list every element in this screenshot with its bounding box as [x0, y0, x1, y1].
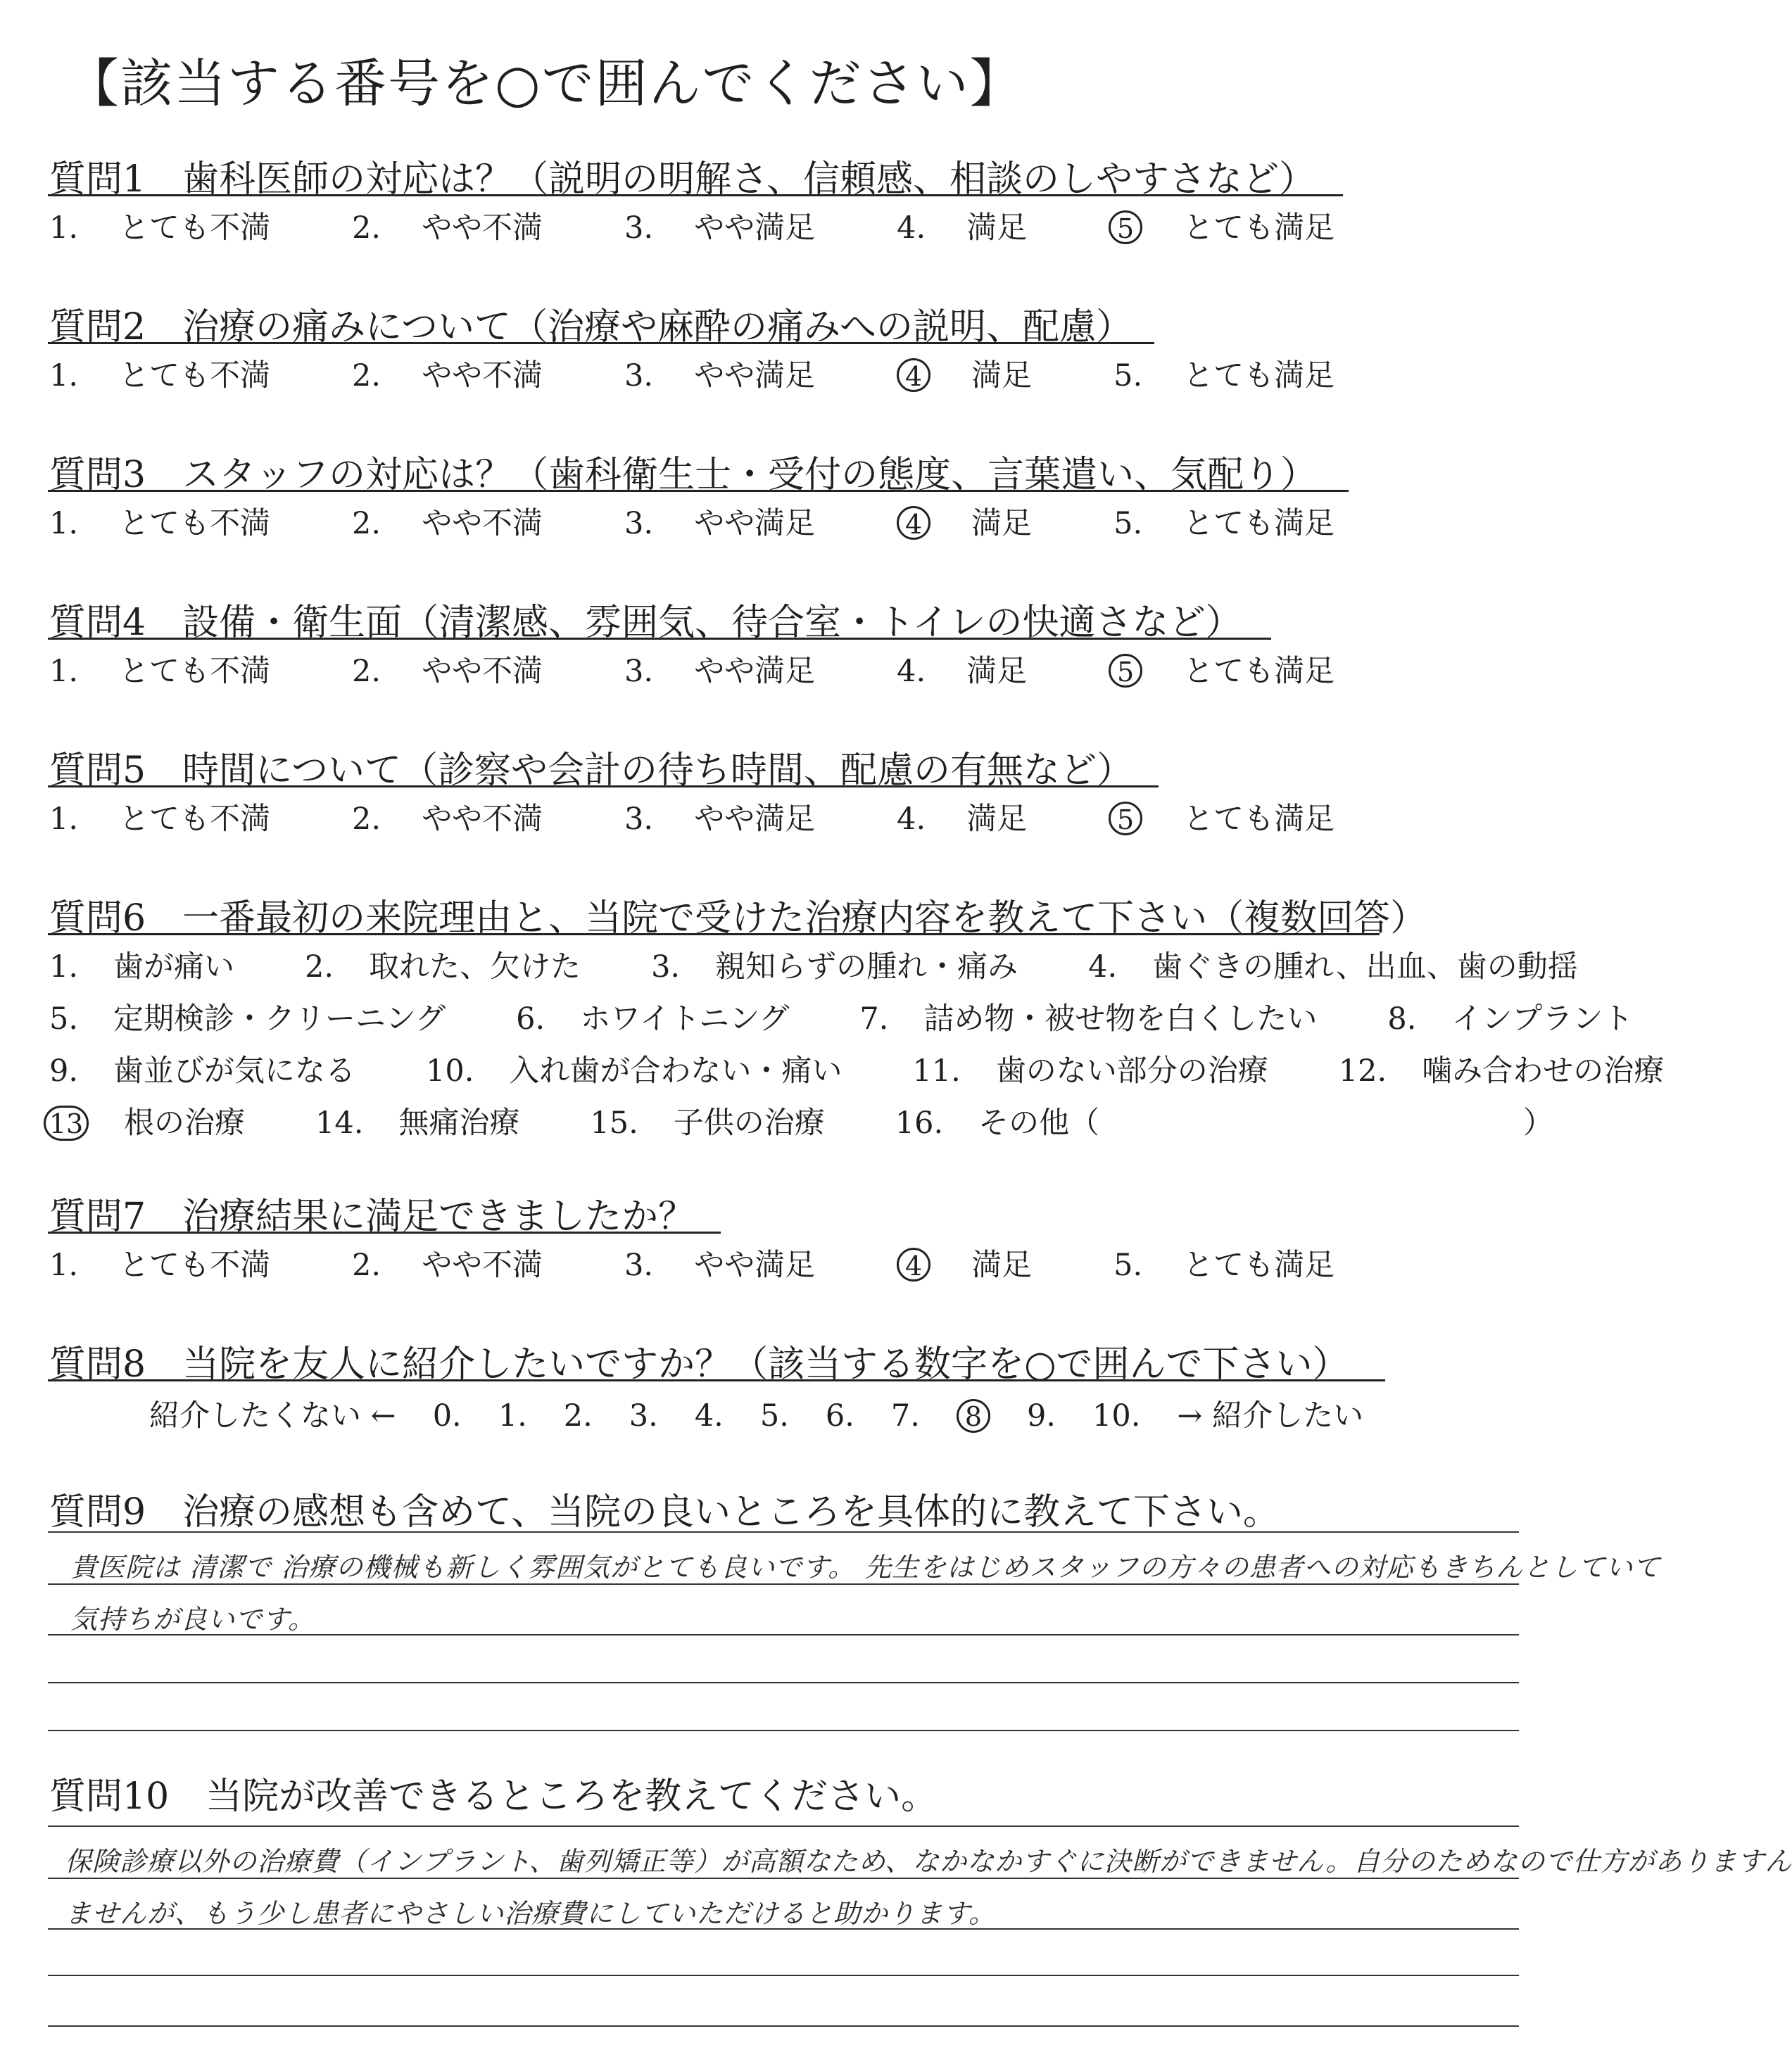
option-number: 15.: [590, 1106, 638, 1141]
selected-circle-mark: 4: [897, 358, 930, 392]
option-number: 2.: [352, 654, 381, 689]
option-5[interactable]: [1113, 500, 1375, 543]
option-2[interactable]: [352, 352, 583, 395]
option-5[interactable]: [1109, 204, 1375, 247]
answer-line: [48, 2025, 1519, 2027]
answer-line: [48, 1682, 1519, 1683]
q6-option-9[interactable]: [49, 1047, 391, 1090]
option-label: とても満足: [1183, 802, 1335, 837]
option-label: やや不満: [422, 802, 543, 837]
question-6-row-2[interactable]: [49, 995, 1703, 1038]
question-4-title: 質問4 設備・衛生面（清潔感、雰囲気、待合室・トイレの快適さなど）: [49, 602, 1242, 644]
option-label: やや不満: [422, 506, 543, 541]
question-5-options[interactable]: [49, 795, 1416, 838]
option-4[interactable]: [897, 204, 1068, 247]
option-3[interactable]: [624, 204, 856, 247]
question-6-title: 質問6 一番最初の来院理由と、当院で受けた治療内容を教えて下さい（複数回答）: [49, 897, 1427, 939]
question-1-underline: [48, 194, 1343, 196]
option-label: やや満足: [694, 802, 816, 837]
option-label: 満足: [966, 654, 1028, 689]
option-number: 9.: [49, 1054, 79, 1089]
selected-circle-mark[interactable]: 8: [957, 1399, 990, 1433]
option-label: ホワイトニング: [580, 1001, 790, 1037]
answer-line: [48, 1826, 1519, 1827]
option-label: 噛み合わせの治療: [1422, 1054, 1665, 1089]
option-label: やや満足: [694, 358, 816, 393]
question-3-options[interactable]: [49, 500, 1416, 543]
q6-option-7[interactable]: [859, 995, 1352, 1038]
option-number: 1.: [49, 1248, 79, 1283]
question-8-underline: [48, 1379, 1385, 1381]
option-label: とても不満: [119, 654, 271, 689]
option-number: 2.: [352, 802, 381, 837]
option-label: やや不満: [422, 1248, 543, 1283]
question-2-title: 質問2 治療の痛みについて（治療や麻酔の痛みへの説明、配慮）: [49, 306, 1133, 348]
answer-line: [48, 1531, 1519, 1533]
option-label: とても満足: [1183, 654, 1335, 689]
option-label: 満足: [966, 802, 1028, 837]
option-1[interactable]: [49, 204, 311, 247]
option-4[interactable]: [897, 1241, 1073, 1284]
option-label: 無痛治療: [398, 1106, 520, 1141]
option-3[interactable]: [624, 795, 856, 838]
scale-left-label: 紹介したくない ←: [149, 1398, 396, 1434]
option-label: とても不満: [119, 506, 271, 541]
scale-number[interactable]: 5.: [759, 1398, 789, 1434]
option-1[interactable]: [49, 647, 311, 690]
option-number: 8.: [1387, 1001, 1417, 1037]
answer-line: [48, 1634, 1519, 1635]
answer-line: [48, 1928, 1519, 1930]
option-label: やや不満: [422, 358, 543, 393]
question-6-underline: [48, 933, 1380, 935]
option-number: 3.: [651, 949, 681, 985]
option-5[interactable]: [1109, 647, 1375, 690]
option-2[interactable]: [352, 647, 583, 690]
question-6-row-3[interactable]: [49, 1047, 1734, 1090]
selected-circle-mark: 13: [44, 1106, 89, 1141]
question-10-title: 質問10 当院が改善できるところを教えてください。: [49, 1776, 938, 1818]
option-label: その他（: [978, 1106, 1100, 1141]
option-label: やや満足: [694, 1248, 816, 1283]
option-5[interactable]: [1113, 1241, 1375, 1284]
question-2-options[interactable]: [49, 352, 1416, 395]
option-label: とても満足: [1183, 506, 1335, 541]
option-label: 子供の治療: [673, 1106, 825, 1141]
option-label: 満足: [971, 506, 1033, 541]
option-number: 2.: [352, 1248, 381, 1283]
option-number: 10.: [426, 1054, 474, 1089]
question-7-underline: [48, 1232, 721, 1234]
option-number: 6.: [516, 1001, 545, 1037]
q6-option-4[interactable]: [1088, 943, 1613, 986]
q6-option-3[interactable]: [651, 943, 1053, 986]
option-number: 2.: [352, 210, 381, 246]
answer-line: [48, 1878, 1519, 1879]
option-number: 12.: [1338, 1054, 1387, 1089]
option-number: 1.: [49, 654, 79, 689]
option-label: とても不満: [119, 210, 271, 246]
scale-number[interactable]: 2.: [563, 1398, 593, 1434]
q6-option-14[interactable]: [315, 1099, 555, 1142]
scale-number[interactable]: 3.: [629, 1398, 658, 1434]
option-label: 歯並びが気になる: [113, 1054, 356, 1089]
question-8-title: 質問8 当院を友人に紹介したいですか？（該当する数字を○で囲んで下さい）: [49, 1343, 1349, 1386]
question-9-title: 質問9 治療の感想も含めて、当院の良いところを具体的に教えて下さい。: [49, 1491, 1280, 1533]
option-number: 4.: [897, 802, 926, 837]
option-label: とても不満: [119, 1248, 271, 1283]
option-1[interactable]: [49, 1241, 311, 1284]
option-number: 3.: [624, 802, 654, 837]
option-2[interactable]: [352, 500, 583, 543]
option-1[interactable]: [49, 795, 311, 838]
option-label: とても不満: [119, 802, 271, 837]
option-number: 3.: [624, 1248, 654, 1283]
option-label: 取れた、欠けた: [369, 949, 581, 985]
scale-number[interactable]: 4.: [694, 1398, 724, 1434]
option-number: 2.: [352, 358, 381, 393]
question-6-row-4[interactable]: [44, 1099, 1170, 1142]
option-number: 2.: [352, 506, 381, 541]
option-3[interactable]: [624, 352, 856, 395]
option-4[interactable]: [897, 795, 1068, 838]
option-4[interactable]: [897, 500, 1073, 543]
option-number: 5.: [49, 1001, 79, 1037]
option-label: 満足: [971, 358, 1033, 393]
scale-number[interactable]: 9.: [1026, 1398, 1056, 1434]
option-label: 満足: [966, 210, 1028, 246]
q6-option-15[interactable]: [590, 1099, 859, 1142]
question-3-title: 質問3 スタッフの対応は？（歯科衛生士・受付の態度、言葉遣い、気配り）: [49, 454, 1318, 496]
scale-number[interactable]: 7.: [890, 1398, 920, 1434]
q6-option-10[interactable]: [426, 1047, 877, 1090]
question-3-underline: [48, 490, 1349, 492]
question-4-underline: [48, 638, 1271, 640]
option-number: 7.: [859, 1001, 889, 1037]
option-number: 3.: [624, 358, 654, 393]
option-number: 4.: [897, 654, 926, 689]
option-label: やや満足: [694, 654, 816, 689]
option-label: 入れ歯が合わない・痛い: [509, 1054, 843, 1089]
option-3[interactable]: [624, 500, 856, 543]
answer-line: [48, 1975, 1519, 1976]
option-3[interactable]: [624, 1241, 856, 1284]
option-number: 2.: [305, 949, 334, 985]
option-number: 14.: [315, 1106, 364, 1141]
answer-line: [48, 1730, 1519, 1731]
option-label: やや不満: [422, 654, 543, 689]
option-2[interactable]: [352, 795, 583, 838]
question-4-options[interactable]: [49, 647, 1416, 690]
option-number: 5.: [1113, 358, 1143, 393]
question-1-title: 質問1 歯科医師の対応は？（説明の明解さ、信頼感、相談のしやすさなど）: [49, 158, 1316, 201]
option-label: インプラント: [1451, 1001, 1634, 1037]
q6-option-11[interactable]: [912, 1047, 1303, 1090]
selected-circle-mark: 4: [897, 506, 930, 540]
q6-option-2[interactable]: [305, 943, 616, 986]
question-6-row-1[interactable]: [49, 943, 1648, 986]
option-4[interactable]: [897, 352, 1073, 395]
question-9-answer-line-1: 貴医院は 清潔で 治療の機械も新しく雰囲気がとても良いです。 先生をはじめスタッフの方々の患者への対応もきちんとしていて: [70, 1552, 1661, 1583]
selected-circle-mark: 5: [1109, 802, 1142, 835]
option-label: 定期検診・クリーニング: [113, 1001, 446, 1037]
option-1[interactable]: [49, 500, 311, 543]
answer-line: [48, 1583, 1519, 1585]
option-label: やや満足: [694, 506, 816, 541]
option-label: とても満足: [1183, 210, 1335, 246]
option-label: とても不満: [119, 358, 271, 393]
page-header: 【該当する番号を○で囲んでください】: [67, 53, 1023, 114]
option-label: 歯が痛い: [113, 949, 235, 985]
option-3[interactable]: [624, 647, 856, 690]
selected-circle-mark: 4: [897, 1248, 930, 1282]
selected-circle-mark: 5: [1109, 210, 1142, 244]
q6-option-1[interactable]: [49, 943, 270, 986]
option-number: 5.: [1113, 506, 1143, 541]
option-number: 5.: [1113, 1248, 1143, 1283]
option-number: 4.: [897, 210, 926, 246]
option-label: やや満足: [694, 210, 816, 246]
option-5[interactable]: [1113, 352, 1375, 395]
q6-option-5[interactable]: [49, 995, 481, 1038]
question-10-answer-line-2: ませんが、もう少し患者にやさしい治療費にしていただけると助かります。: [65, 1898, 996, 1929]
option-number: 11.: [912, 1054, 961, 1089]
question-5-title: 質問5 時間について（診察や会計の待ち時間、配慮の有無など）: [49, 749, 1134, 792]
option-5[interactable]: [1109, 795, 1375, 838]
option-1[interactable]: [49, 352, 311, 395]
option-label: とても満足: [1183, 1248, 1335, 1283]
option-label: やや不満: [422, 210, 543, 246]
option-number: 1.: [49, 506, 79, 541]
option-label: 親知らずの腫れ・痛み: [715, 949, 1018, 985]
selected-circle-mark: 5: [1109, 654, 1142, 688]
option-label: 根の治療: [124, 1106, 245, 1141]
scale-number[interactable]: 1.: [498, 1398, 527, 1434]
question-1-options[interactable]: [49, 204, 1416, 247]
option-4[interactable]: [897, 647, 1068, 690]
question-9-answer-line-2: 気持ちが良いです。: [70, 1604, 315, 1635]
option-2[interactable]: [352, 1241, 583, 1284]
question-7-title: 質問7 治療結果に満足できましたか？: [49, 1196, 695, 1238]
option-number: 1.: [49, 949, 79, 985]
scale-number[interactable]: 6.: [825, 1398, 854, 1434]
option-number: 16.: [895, 1106, 944, 1141]
option-2[interactable]: [352, 204, 583, 247]
option-number: 3.: [624, 654, 654, 689]
question-6-other-close-paren: ）: [1523, 1106, 1553, 1141]
q6-option-6[interactable]: [516, 995, 824, 1038]
option-label: 歯ぐきの腫れ、出血、歯の動揺: [1152, 949, 1578, 985]
option-label: 詰め物・被せ物を白くしたい: [923, 1001, 1318, 1037]
scale-number[interactable]: 0.: [432, 1398, 462, 1434]
option-number: 4.: [1088, 949, 1118, 985]
q6-option-13[interactable]: [44, 1099, 280, 1142]
option-number: 1.: [49, 210, 79, 246]
question-8-scale[interactable]: [149, 1392, 1400, 1435]
option-number: 1.: [49, 802, 79, 837]
option-label: 満足: [971, 1248, 1033, 1283]
question-5-underline: [48, 785, 1159, 787]
q6-option-12[interactable]: [1339, 1047, 1699, 1090]
question-10-answer-line-1: 保険診療以外の治療費（インプラント、歯列矯正等）が高額なため、なかなかすぐに決断ができません。自分のためなので仕方がありますん: [65, 1846, 1792, 1877]
option-number: 1.: [49, 358, 79, 393]
scale-right-label: → 紹介したい: [1177, 1398, 1364, 1434]
question-7-options[interactable]: [49, 1241, 1416, 1284]
option-label: とても満足: [1183, 358, 1335, 393]
option-number: 3.: [624, 506, 654, 541]
q6-option-16[interactable]: [895, 1099, 1135, 1142]
scale-number[interactable]: 10.: [1092, 1398, 1141, 1434]
option-number: 3.: [624, 210, 654, 246]
question-2-underline: [48, 342, 1154, 344]
q6-option-8[interactable]: [1387, 995, 1668, 1038]
option-label: 歯のない部分の治療: [995, 1054, 1268, 1089]
